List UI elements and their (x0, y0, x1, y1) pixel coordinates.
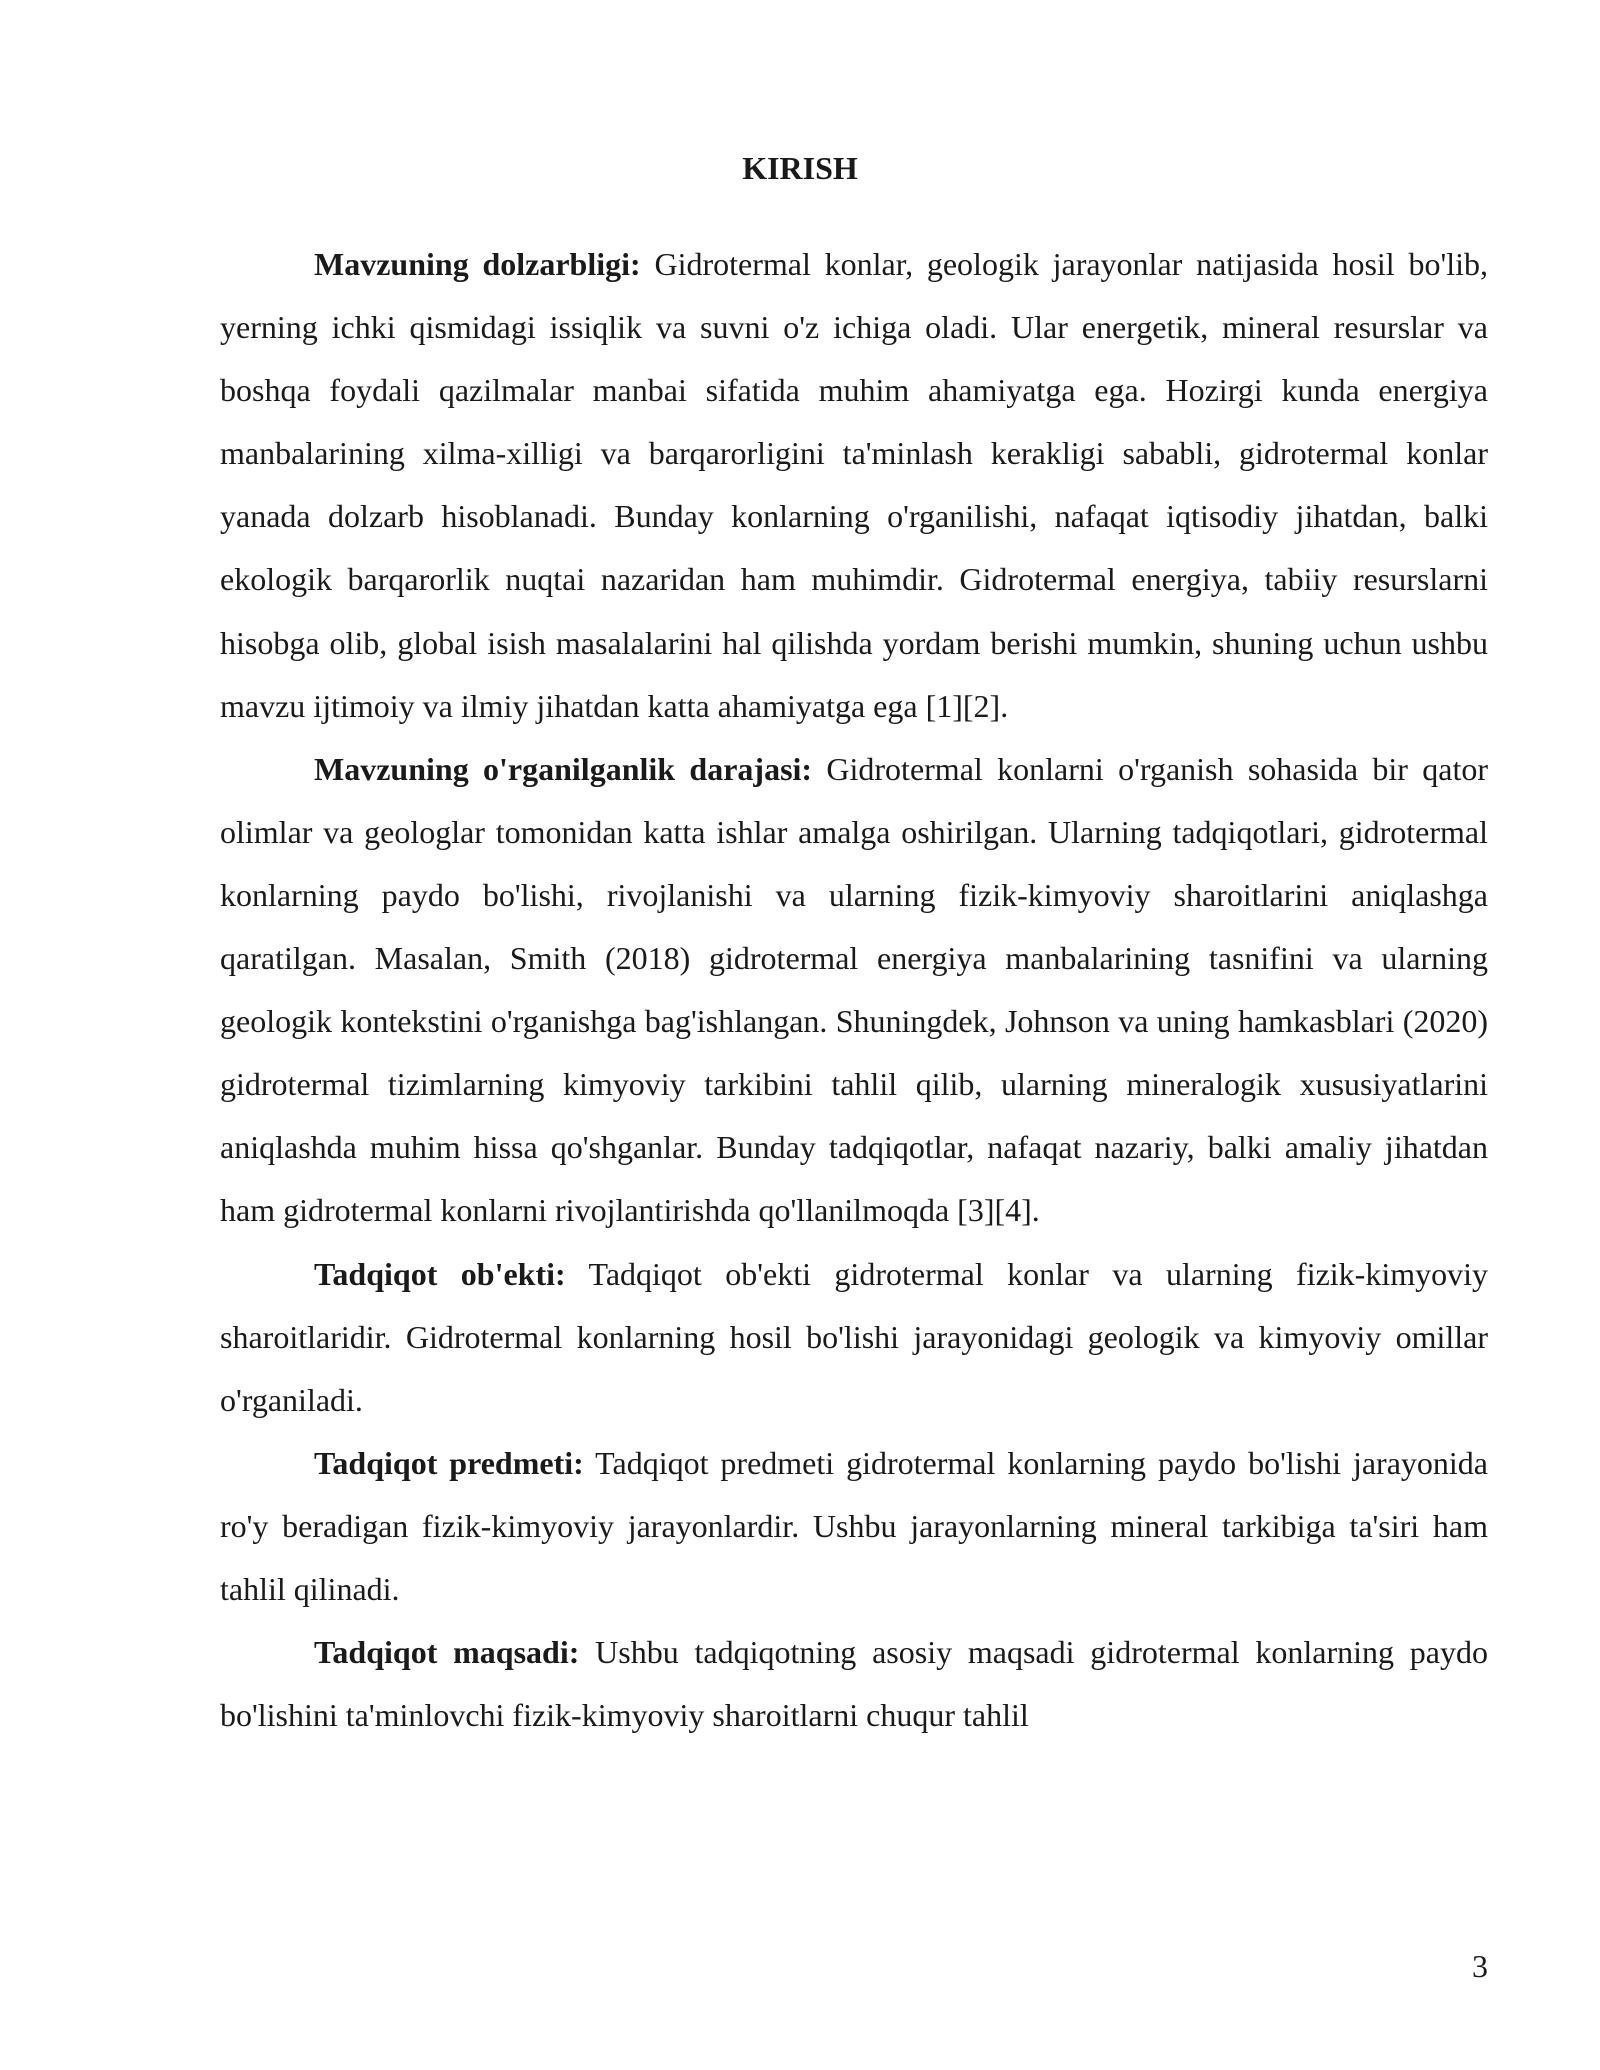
paragraph-heading: Tadqiqot maqsadi: (314, 1634, 580, 1671)
paragraph-text: Gidrotermal konlar, geologik jarayonlar natijasida hosil bo'lib, yerning ichki qismidagi issiqlik va suvni o'z ichiga oladi. Ular energetik, mineral resurslar va boshqa foydali qazilmalar manbai sifatida muhim ahamiyatga ega. Hozirgi kunda energiya manbalarining xilma-xilligi va barqarorligini ta'minlash kerakligi sababli, gidrotermal konlar yanada dolzarb hisoblanadi. Bunday konlarning o'rganilishi, nafaqat iqtisodiy jihatdan, balki ekologik barqarorlik nuqtai nazaridan ham muhimdir. Gidrotermal energiya, tabiiy resurslarni hisobga olib, global isish masalalarini hal qilishda yordam berishi mumkin, shuning uchun ushbu mavzu ijtimoiy va ilmiy jihatdan katta ahamiyatga ega [1][2]. (220, 246, 1489, 724)
paragraph-research-subject (220, 1432, 1488, 1621)
paragraph-text: Tadqiqot ob'ekti gidrotermal konlar va ularning fizik-kimyoviy sharoitlaridir. Gidrotermal konlarning hosil bo'lishi jarayonidagi geologik va kimyoviy omillar o'rganiladi. (220, 1255, 1489, 1418)
paragraph-research-goal (220, 1621, 1488, 1747)
paragraph-text: Tadqiqot predmeti gidrotermal konlarning paydo bo'lishi jarayonida ro'y beradigan fizik-kimyoviy jarayonlardir. Ushbu jarayonlarning mineral tarkibiga ta'siri ham tahlil qilinadi. (220, 1444, 1489, 1607)
paragraph-heading: Mavzuning dolzarbligi: (314, 246, 641, 282)
document-body (220, 233, 1488, 1747)
paragraph-heading: Mavzuning o'rganilganlik darajasi: (314, 750, 813, 787)
paragraph-text: Ushbu tadqiqotning asosiy maqsadi gidrotermal konlarning paydo bo'lishini ta'minlovchi fizik-kimyoviy sharoitlarni chuqur tahlil (220, 1634, 1489, 1734)
paragraph-heading: Tadqiqot ob'ekti: (314, 1255, 566, 1292)
page-title: KIRISH (742, 150, 858, 186)
paragraph-text: Gidrotermal konlarni o'rganish sohasida bir qator olimlar va geologlar tomonidan katta ishlar amalga oshirilgan. Ularning tadqiqotlari, gidrotermal konlarning paydo bo'lishi, rivojlanishi va ularning fizik-kimyoviy sharoitlarini aniqlashga qaratilgan. Masalan, Smith (2018) gidrotermal energiya manbalarining tasnifini va ularning geologik kontekstini o'rganishga bag'ishlangan. Shuningdek, Johnson va uning hamkasblari (2020) gidrotermal tizimlarning kimyoviy tarkibini tahlil qilib, ularning mineralogik xususiyatlarini aniqlashda muhim hissa qo'shganlar. Bunday tadqiqotlar, nafaqat nazariy, balki amaliy jihatdan ham gidrotermal konlarni rivojlantirishda qo'llanilmoqda [3][4]. (220, 750, 1488, 1229)
paragraph-heading: Tadqiqot predmeti: (314, 1444, 584, 1481)
page-number: 3 (1472, 1948, 1488, 1984)
paragraph-research-object (220, 1243, 1488, 1432)
paragraph-study-level (220, 738, 1488, 1243)
paragraph-relevance (220, 233, 1488, 738)
